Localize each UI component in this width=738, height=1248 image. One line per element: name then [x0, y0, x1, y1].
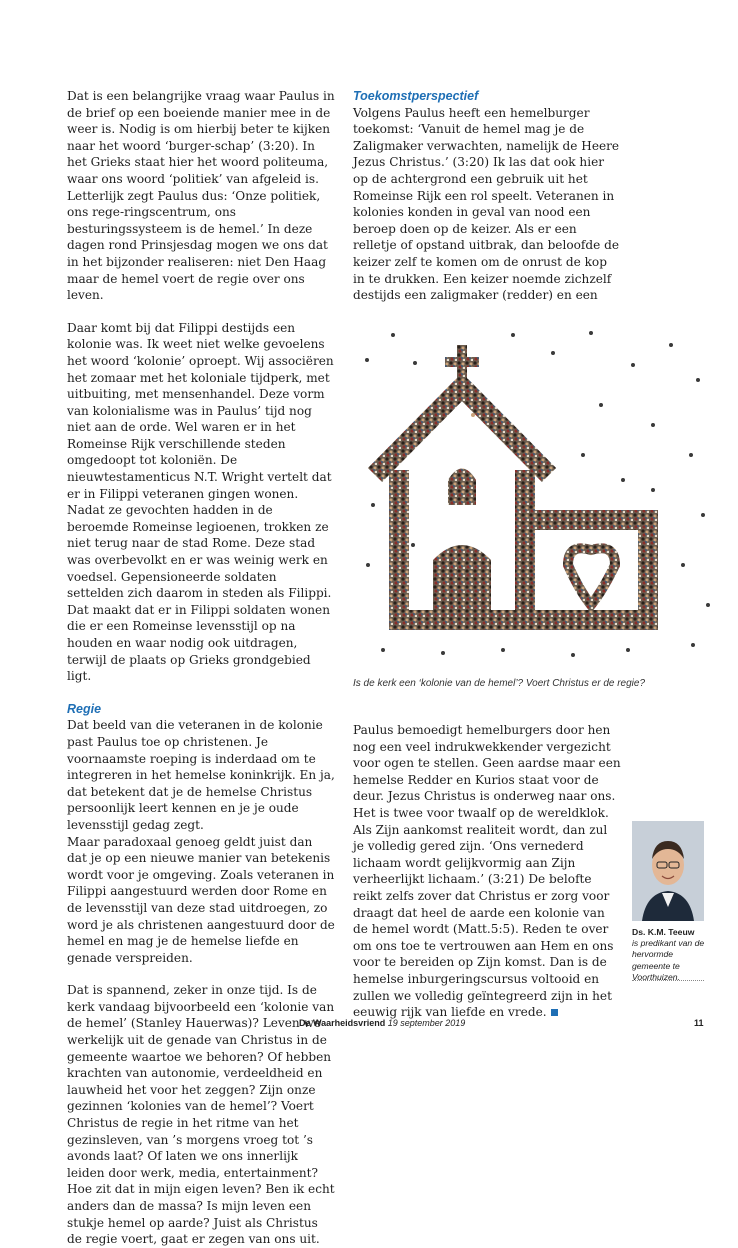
body-paragraph: Dat beeld van die veteranen in de kolonie past Paulus toe op christenen. Je voornaamste roeping is inderdaad om te integreren in het hemelse koninkrijk. En ja, dat betekent dat je de hemelse Christus persoonlijk leert kennen en je je oude levensstijl gedag zegt.: [67, 718, 335, 832]
author-role: is predikant van de hervormde gemeente te Voorthuizen.: [632, 938, 705, 982]
body-paragraph: Volgens Paulus heeft een hemelburger toekomst: ‘Vanuit de hemel mag je de Zaligmaker verwachten, namelijk de Heere Jezus Christus.’ (3:20) Ik las dat ook hier op de achtergrond een gebruik uit het Romeinse Rijk een rol speelt. Veteranen in kolonies konden in geval van nood een beroep doen op de keizer. Als er een relletje of opstand uitbrak, dan beloofde de keizer zelf te komen om de onrust de kop in te drukken. Een keizer noemde zichzelf destijds een zaligmaker (redder) en een: [353, 105, 620, 303]
author-portrait: [632, 821, 704, 921]
publication-date: 19 september 2019: [387, 1018, 466, 1028]
section-heading-toekomstperspectief: Toekomstperspectief: [353, 89, 479, 103]
right-column: [353, 88, 621, 320]
author-name: Ds. K.M. Teeuw: [632, 927, 695, 937]
section-heading-regie: Regie: [67, 701, 102, 716]
body-paragraph: Paulus bemoedigt hemelburgers door hen nog een veel indrukwekkender vergezicht voor ogen te stellen. Geen aardse maar een hemelse Redder en Kurios staat voor de deur. Jezus Christus is onderweg naar ons. Het is twee voor twaalf op de wereldklok. Als Zijn aankomst realiteit wordt, dan zul je volledig gered zijn. ‘Ons vernederd lichaam wordt gelijkvormig aan Zijn verheerlijkt lichaam.’ (3:21) De belofte reikt zelfs zover dat Christus er zorg voor draagt dat heel de aarde een kolonie van de hemel wordt (Matt.5:5). Reden te over om ons toe te vertrouwen aan Hem en ons voor te bereiden op Zijn komst. Dan is de hemelse inburgeringscursus voltooid en zullen we volledig geïntegreerd zijn in het eeuwig rijk van liefde en vrede.: [353, 723, 621, 1020]
body-paragraph: Dat is een belangrijke vraag waar Paulus in de brief op een boeiende manier mee in de weer is. Nodig is om hierbij beter te kijken naar het woord ‘burger-schap’ (3:20). In het Grieks staat hier het woord politeuma, waar ons woord ‘politiek’ van afgeleid is. Letterlijk zegt Paulus dus: ‘Onze politiek, ons rege-ringscentrum, ons besturingssysteem is de hemel.’ In deze dagen rond Prinsjesdag mogen we ons dat in het bijzonder realiseren: niet Den Haag maar de hemel voert de regie over ons leven.: [67, 89, 335, 303]
right-column-bottom: [353, 722, 621, 1021]
body-paragraph: Maar paradoxaal genoeg geldt juist dan dat je op een nieuwe manier van betekenis wordt voor je omgeving. Zoals veteranen in Filippi aangestuurd werden door Rome en de levensstijl van deze stad uitdroegen, zo word je als christenen aangestuurd door de hemel en mag je de hemelse liefde en genade verspreiden.: [67, 834, 335, 965]
body-paragraph: Dat is spannend, zeker in onze tijd. Is de kerk vandaag bijvoorbeeld een ‘kolonie van de hemel’ (Stanley Hauerwas)? Leven we werkelijk uit de genade van Christus in de gemeente waartoe we behoren? Of hebben krachten van autonomie, verdeeldheid en lauwheid het voor het zeggen? Zijn onze gezinnen ‘kolonies van de hemel’? Voert Christus de regie in het ritme van het gezinsleven, van ’s morgens vroeg tot ’s avonds laat? Of laten we ons innerlijk leiden door werk, media, entertainment? Hoe zit dat in mijn eigen leven? Ben ik echt anders dan de massa? Is mijn leven een stukje hemel op aarde? Juist als Christus de regie voert, gaat er zegen van ons uit.: [67, 983, 335, 1247]
body-paragraph: Daar komt bij dat Filippi destijds een kolonie was. Ik weet niet welke gevoelens het woord ‘kolonie’ oproept. Wij associëren het zomaar met het koloniale tijdperk, met uitbuiting, met mensenhandel. Deze vorm van kolonialisme was in Paulus’ tijd nog niet aan de orde. Wel waren er in het Romeinse Rijk verschillende steden omgedoopt tot koloniën. De nieuwtestamenticus N.T. Wright vertelt dat er in Filippi veteranen gingen wonen. Nadat ze gevochten hadden in de beroemde Romeinse legioenen, trokken ze niet terug naar de stad Rome. Deze stad was overbevolkt en er was weinig werk en voedsel. Gepensioneerde soldaten settelden zich daarom in steden als Filippi. Dat maakt dat er in Filippi soldaten wonen die er een Romeinse levensstijl op na houden en waar nodig ook uitdragen, terwijl de plaats op Grieks grondgebied ligt.: [67, 320, 334, 684]
figure-caption: Is de kerk een ‘kolonie van de hemel’? Voert Christus er de regie?: [353, 678, 646, 689]
left-column: [67, 88, 335, 1248]
bio-divider: [632, 980, 704, 981]
publication-name: De Waarheidsvriend: [299, 1018, 386, 1028]
publication-info: [299, 1018, 465, 1028]
end-mark-icon: [551, 1009, 558, 1016]
page-number: 11: [694, 1018, 704, 1028]
author-bio: [632, 927, 710, 983]
church-crowd-photo: [353, 305, 725, 665]
